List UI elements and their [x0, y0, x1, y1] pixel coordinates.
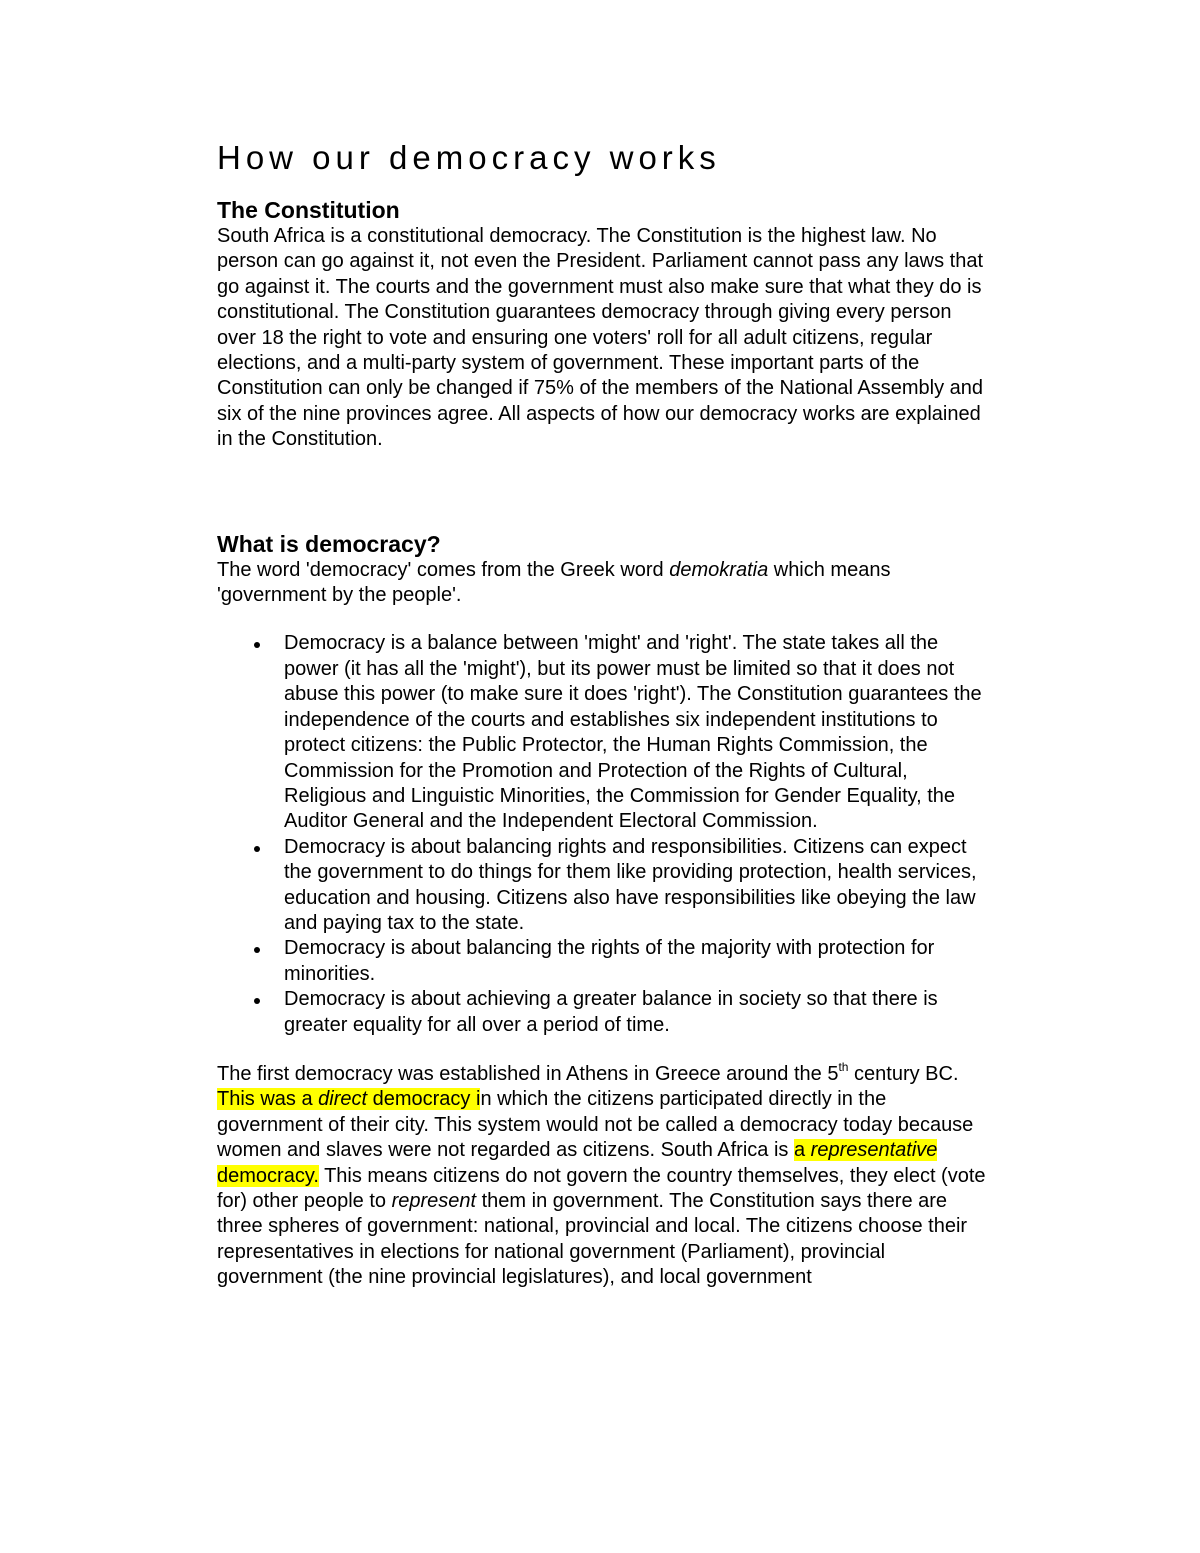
- represent-italic: represent: [391, 1190, 477, 1212]
- highlight-italic: direct: [318, 1088, 368, 1111]
- intro-text: The word 'democracy' comes from the Greek word: [217, 558, 670, 581]
- history-text: century BC.: [848, 1062, 959, 1085]
- constitution-paragraph: South Africa is a constitutional democracy. The Constitution is the highest law. No person can go against it, not even the President. Parliament cannot pass any laws that go against it. The courts and the government must also make sure that what they do is constitutional. The Constitution guarantees democracy through giving every person over 18 the right to vote and ensuring one voters' roll for all adult citizens, regular elections, and a multi-party system of government. These important parts of the Constitution can only be changed if 75% of the members of the National Assembly and six of the nine provinces agree. All aspects of how our democracy works are explained in the Constitution.: [217, 225, 984, 451]
- highlight-italic: representative: [810, 1139, 938, 1162]
- list-item: [284, 631, 992, 834]
- history-text: them in government. The Constitution says there are three spheres of government: national, provincial and local. The citizens choose their representatives in elections for national government (Parliament), provincial government (the nine provincial legislatures), and local government: [217, 1190, 968, 1289]
- history-paragraph: [217, 1059, 992, 1291]
- document-page: [217, 138, 992, 1291]
- intro-text: which means 'government by the people'.: [217, 558, 891, 607]
- bullet-icon: [254, 947, 260, 953]
- page-title: How our democracy works: [217, 139, 721, 176]
- constitution-heading: The Constitution: [217, 197, 400, 223]
- ordinal-superscript: th: [838, 1059, 849, 1074]
- highlight-text: a: [793, 1139, 811, 1162]
- highlight-text: democracy i: [367, 1088, 481, 1111]
- highlighted-direct-democracy: [217, 1088, 480, 1110]
- spacer: [217, 1038, 992, 1062]
- history-text: The first democracy was established in Athens in Greece around the 5: [217, 1062, 839, 1085]
- history-text: n which the citizens participated directly in the government of their city. This system would not be called a democracy today because women and slaves were not regarded as citizens. South Africa is: [217, 1088, 974, 1162]
- list-item-text: Democracy is about balancing the rights of the majority with protection for minorities.: [284, 937, 935, 985]
- spacer: [217, 608, 992, 631]
- highlight-text: This was a: [217, 1088, 319, 1111]
- list-item: [284, 835, 992, 937]
- bullet-icon: [254, 846, 260, 852]
- democracy-heading: What is democracy?: [217, 530, 441, 557]
- bullet-icon: [254, 998, 260, 1004]
- bullet-icon: [254, 642, 260, 648]
- list-item-text: Democracy is about achieving a greater balance in society so that there is greater equality for all over a period of time.: [284, 988, 938, 1036]
- intro-italic-term: demokratia: [669, 558, 769, 581]
- list-item: [284, 936, 992, 987]
- list-item-text: Democracy is about balancing rights and responsibilities. Citizens can expect the government to do things for them like providing protection, health services, education and housing. Citizens also have responsibilities like obeying the law and paying tax to the state.: [284, 835, 977, 934]
- spacer: [217, 453, 992, 530]
- list-item-text: Democracy is a balance between 'might' and 'right'. The state takes all the power (it has all the 'might'), but its power must be limited so that it does not abuse this power (to make sure it does 'right'). The Constitution guarantees the independence of the courts and establishes six independent institutions to protect citizens: the Public Protector, the Human Rights Commission, the Commission for the Promotion and Protection of the Rights of Cultural, Religious and Linguistic Minorities, the Commission for Gender Equality, the Auditor General and the Independent Electoral Commission.: [284, 632, 982, 833]
- democracy-bullet-list: [217, 631, 992, 1038]
- democracy-intro-paragraph: [217, 558, 992, 609]
- list-item: [284, 987, 992, 1038]
- history-text: This means citizens do not govern the country themselves, they elect (vote for) other people to: [217, 1164, 986, 1212]
- highlight-text: democracy.: [217, 1164, 319, 1187]
